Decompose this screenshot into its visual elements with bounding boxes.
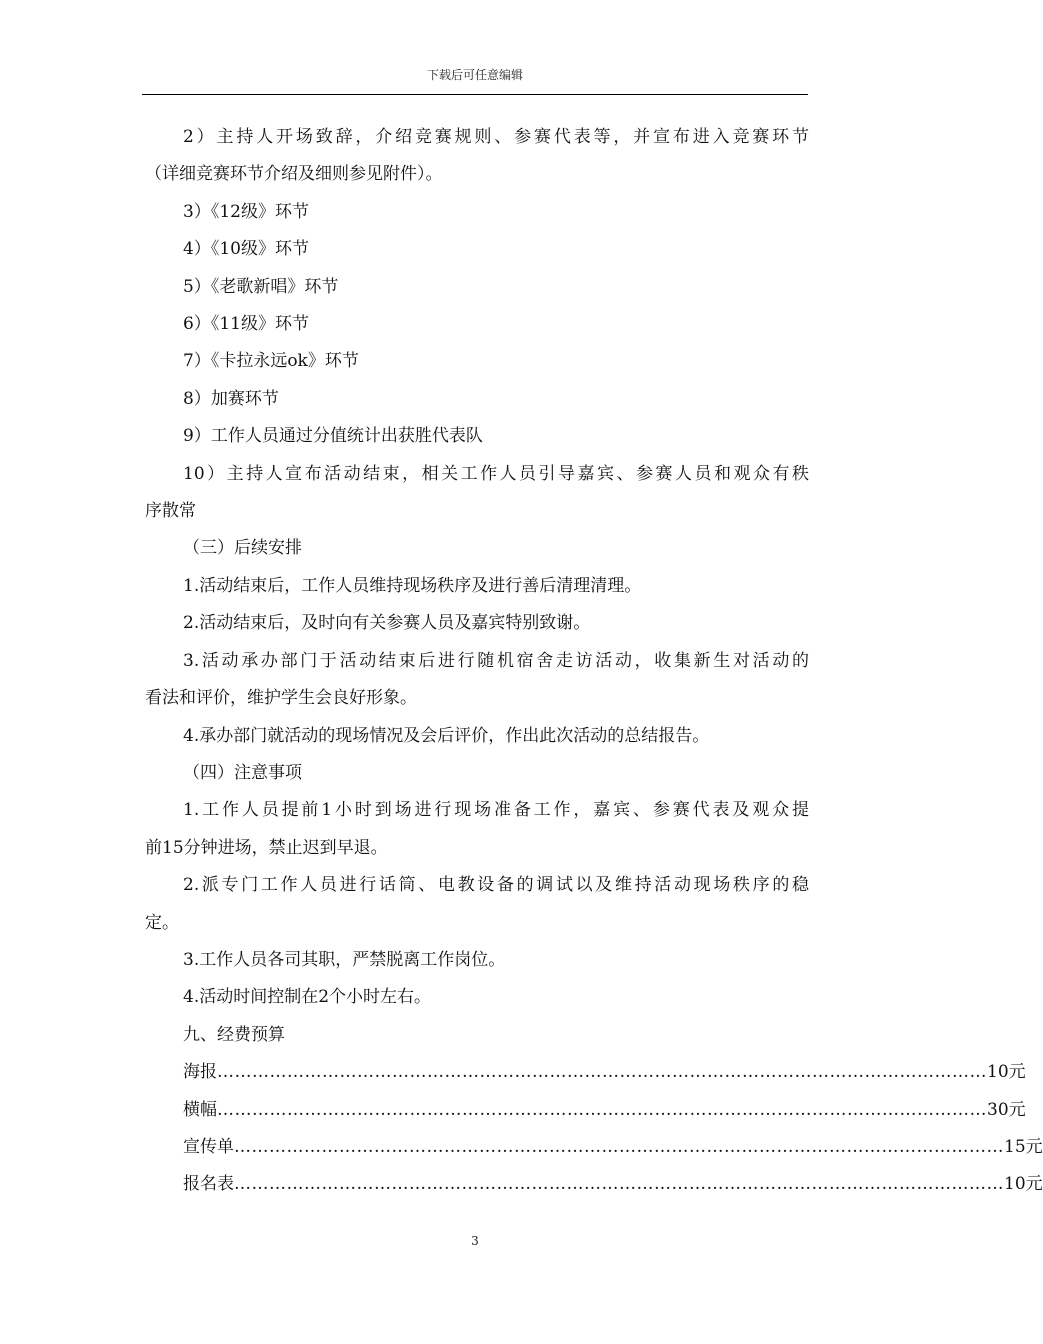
page-header: 下载后可任意编辑 (426, 68, 523, 82)
list-item: 3.工作人员各司其职，严禁脱离工作岗位。 (183, 949, 506, 970)
paragraph-line: 2）主持人开场致辞，介绍竞赛规则、参赛代表等，并宣布进入竞赛环节 (183, 127, 809, 147)
leader-dots: …………………………………………………………………………………………………………………… (217, 1062, 987, 1083)
budget-row (145, 1054, 1026, 1091)
list-item: 4.承办部门就活动的现场情况及会后评价，作出此次活动的总结报告。 (183, 725, 710, 746)
paragraph-line: 1.工作人员提前1小时到场进行现场准备工作，嘉宾、参赛代表及观众提 (183, 800, 809, 821)
list-item: 5）《老歌新唱》环节 (183, 276, 339, 297)
list-item: 8）加赛环节 (183, 388, 279, 409)
budget-row (145, 1092, 1026, 1129)
page-number: 3 (471, 1234, 479, 1248)
list-item: 2.活动结束后，及时向有关参赛人员及嘉宾特别致谢。 (183, 613, 591, 634)
budget-row (145, 1129, 1043, 1166)
budget-list (145, 1054, 1043, 1204)
paragraph-line: 定。 (145, 912, 179, 933)
section-heading: （三）后续安排 (183, 538, 302, 559)
paragraph-line: 前15分钟进场，禁止迟到早退。 (145, 837, 388, 858)
paragraph-line: 序散常 (145, 501, 196, 522)
paragraph-line: 3.活动承办部门于活动结束后进行随机宿舍走访活动，收集新生对活动的 (183, 650, 809, 671)
leader-dots: …………………………………………………………………………………………………………………… (234, 1136, 1004, 1157)
paragraph-line: 2.派专门工作人员进行话筒、电教设备的调试以及维持活动现场秩序的稳 (183, 875, 809, 896)
budget-item: 横幅 (183, 1099, 217, 1120)
header-rule (142, 94, 808, 95)
list-item: 9）工作人员通过分值统计出获胜代表队 (183, 426, 483, 447)
leader-dots: …………………………………………………………………………………………………………………… (217, 1099, 987, 1120)
budget-item: 海报 (183, 1062, 217, 1083)
budget-amount: 30元 (987, 1099, 1026, 1120)
list-item: 4.活动时间控制在2个小时左右。 (183, 987, 432, 1008)
paragraph-line: （详细竞赛环节介绍及细则参见附件）。 (145, 164, 443, 185)
paragraph-line: 10）主持人宣布活动结束，相关工作人员引导嘉宾、参赛人员和观众有秩 (183, 463, 809, 484)
list-item: 4）《10级》环节 (183, 239, 309, 260)
list-item: 7）《卡拉永远ok》环节 (183, 351, 359, 372)
budget-amount: 10元 (987, 1062, 1026, 1083)
list-item: 6）《11级》环节 (183, 314, 309, 335)
budget-item: 报名表 (183, 1174, 234, 1195)
budget-amount: 15元 (1004, 1136, 1043, 1157)
section-heading: （四）注意事项 (183, 762, 302, 783)
budget-row (145, 1166, 1043, 1203)
list-item: 3）《12级》环节 (183, 201, 309, 222)
budget-amount: 10元 (1004, 1174, 1043, 1195)
leader-dots: …………………………………………………………………………………………………………………… (234, 1174, 1004, 1195)
budget-item: 宣传单 (183, 1136, 234, 1157)
document-body (145, 119, 1043, 1204)
section-heading: 九、经费预算 (183, 1024, 285, 1045)
paragraph-line: 看法和评价，维护学生会良好形象。 (145, 688, 417, 709)
list-item: 1.活动结束后，工作人员维持现场秩序及进行善后清理清理。 (183, 575, 642, 596)
